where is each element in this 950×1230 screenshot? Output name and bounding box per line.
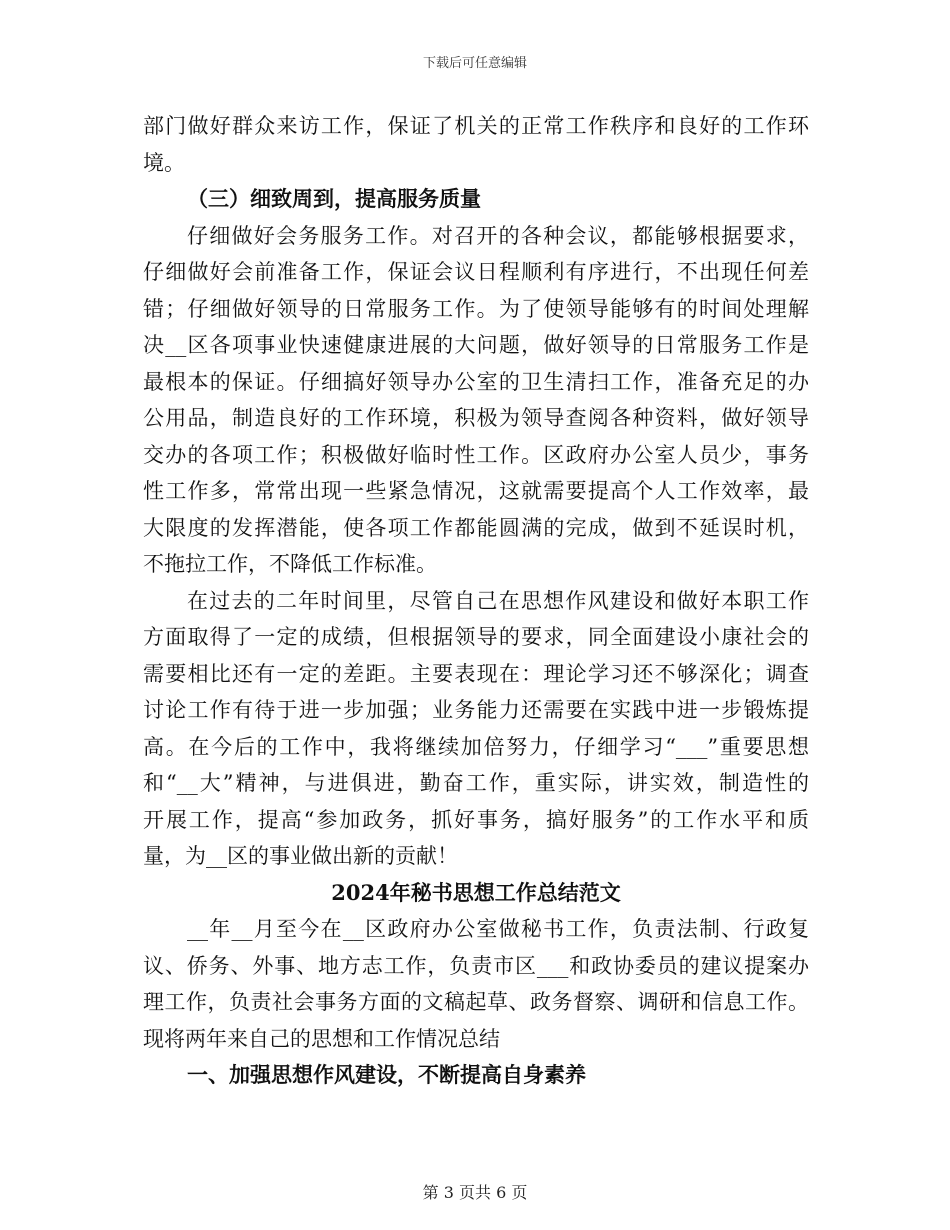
paragraph-line: 决__区各项事业快速健康进展的大问题，做好领导的日常服务工作是 (143, 333, 809, 357)
page-footer: 第 3 页共 6 页 (422, 1183, 528, 1202)
paragraph-line: 大限度的发挥潜能，使各项工作都能圆满的完成，做到不延误时机， (143, 515, 809, 540)
document-body (143, 108, 809, 1094)
paragraph-line: 最根本的保证。仔细搞好领导办公室的卫生清扫工作，准备充足的办 (143, 369, 809, 394)
paragraph-line: 量，为__区的事业做出新的贡献！ (143, 844, 458, 868)
paragraph-line: __年__月至今在__区政府办公室做秘书工作，负责法制、行政复 (187, 917, 809, 941)
paragraph-line: 讨论工作有待于进一步加强；业务能力还需要在实践中进一步锻炼提 (143, 698, 809, 722)
document-title: 2024年秘书思想工作总结范文 (331, 879, 621, 905)
paragraph-line: 性工作多，常常出现一些紧急情况，这就需要提高个人工作效率，最 (143, 479, 809, 503)
paragraph-line: 仔细做好会前准备工作，保证会议日程顺利有序进行，不出现任何差 (143, 260, 809, 284)
section-heading: （三）细致周到，提高服务质量 (187, 186, 481, 211)
paragraph-line: 不拖拉工作，不降低工作标准。 (143, 552, 437, 576)
paragraph-line: 理工作，负责社会事务方面的文稿起草、政务督察、调研和信息工作。 (143, 990, 809, 1014)
paragraph-line: 仔细做好会务服务工作。对召开的各种会议，都能够根据要求， (187, 223, 809, 248)
paragraph-line: 和“__大”精神，与进俱进，勤奋工作，重实际，讲实效，制造性的 (143, 771, 809, 795)
section-heading: 一、加强思想作风建设，不断提高自身素养 (187, 1062, 586, 1087)
paragraph-line: 交办的各项工作；积极做好临时性工作。区政府办公室人员少，事务 (143, 442, 809, 467)
paragraph-line: 需要相比还有一定的差距。主要表现在：理论学习还不够深化；调查 (143, 661, 809, 686)
paragraph-line: 部门做好群众来访工作，保证了机关的正常工作秩序和良好的工作环 (143, 114, 809, 138)
paragraph-line: 现将两年来自己的思想和工作情况总结 (143, 1026, 500, 1051)
paragraph-line: 错；仔细做好领导的日常服务工作。为了使领导能够有的时间处理解 (143, 296, 809, 321)
paragraph-line: 境。 (143, 150, 185, 175)
paragraph-line: 公用品，制造良好的工作环境，积极为领导查阅各种资料，做好领导 (143, 406, 809, 430)
paragraph-line: 议、侨务、外事、地方志工作，负责市区___和政协委员的建议提案办 (143, 953, 809, 978)
page-header: 下载后可任意编辑 (422, 56, 527, 71)
paragraph-line: 开展工作，提高“参加政务，抓好事务，搞好服务”的工作水平和质 (143, 807, 809, 832)
paragraph-line: 在过去的二年时间里，尽管自己在思想作风建设和做好本职工作 (187, 588, 809, 613)
paragraph-line: 高。在今后的工作中，我将继续加倍努力，仔细学习“___”重要思想 (143, 734, 809, 759)
paragraph-line: 方面取得了一定的成绩，但根据领导的要求，同全面建设小康社会的 (143, 625, 809, 649)
